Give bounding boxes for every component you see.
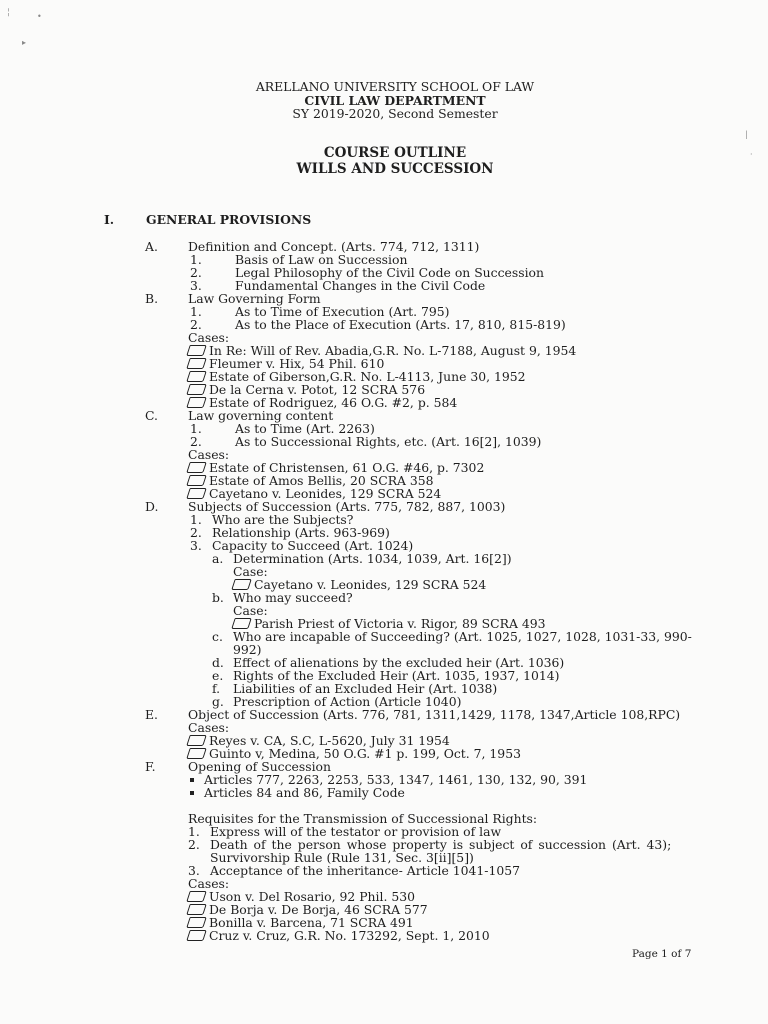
sub-item: Prescription of Action (Article 1040) — [233, 694, 462, 709]
list-item: Relationship (Arts. 963-969) — [212, 525, 390, 540]
section-title: GENERAL PROVISIONS — [146, 212, 312, 227]
list-number: 1. — [190, 421, 202, 436]
folder-icon — [186, 397, 207, 408]
bullet-item — [190, 786, 405, 799]
page-number: Page 1 of 7 — [632, 948, 692, 960]
item-title: Object of Succession (Arts. 776, 781, 1311,1429, 1178, 1347,Article 108,RPC) — [188, 707, 681, 722]
case-label: Case: — [233, 564, 268, 579]
item-letter: C. — [145, 408, 158, 423]
case-text: De la Cerna v. Potot, 12 SCRA 576 — [209, 382, 426, 397]
sub-letter: a. — [212, 551, 224, 566]
item-title: Opening of Succession — [188, 759, 332, 774]
list-number: 1. — [188, 824, 200, 839]
sub-letter: c. — [212, 629, 223, 644]
course-subject-title: WILLS AND SUCCESSION — [296, 161, 494, 177]
folder-icon — [186, 358, 207, 369]
list-item: As to Successional Rights, etc. (Art. 16[2], 1039) — [235, 434, 542, 449]
list-item: Express will of the testator or provision of law — [210, 824, 502, 839]
case-text: Estate of Christensen, 61 O.G. #46, p. 7302 — [209, 460, 485, 475]
folder-icon — [186, 488, 207, 499]
case-text: De Borja v. De Borja, 46 SCRA 577 — [209, 902, 428, 917]
case-text: Cayetano v. Leonides, 129 SCRA 524 — [254, 577, 487, 592]
scan-speck: • — [37, 12, 42, 21]
list-number: 1. — [190, 512, 202, 527]
cases-label: Cases: — [188, 876, 230, 891]
case-text: Cruz v. Cruz, G.R. No. 173292, Sept. 1, 2010 — [209, 928, 490, 943]
requisites-title: Requisites for the Transmission of Successional Rights: — [188, 811, 538, 826]
folder-icon — [231, 618, 252, 629]
scan-speck: | — [745, 130, 748, 139]
case-text: Estate of Rodriguez, 46 O.G. #2, p. 584 — [209, 395, 458, 410]
scan-speck: · — [750, 150, 753, 159]
case-text: Estate of Amos Bellis, 20 SCRA 358 — [209, 473, 434, 488]
folder-icon — [186, 891, 207, 902]
list-number: 2. — [190, 434, 202, 449]
department-name: CIVIL LAW DEPARTMENT — [304, 93, 486, 108]
case-text: Reyes v. CA, S.C, L-5620, July 31 1954 — [209, 733, 450, 748]
sub-letter: e. — [212, 668, 224, 683]
item-title: Law governing content — [188, 408, 334, 423]
item-letter: B. — [145, 291, 159, 306]
case-text: Estate of Giberson,G.R. No. L-4113, June 30, 1952 — [209, 369, 526, 384]
folder-icon — [186, 384, 207, 395]
sub-item: Rights of the Excluded Heir (Art. 1035, 1937, 1014) — [233, 668, 560, 683]
cases-label: Cases: — [188, 330, 230, 345]
list-item-continued: Survivorship Rule (Rule 131, Sec. 3[ii][5]) — [210, 850, 474, 865]
list-number: 2. — [190, 317, 202, 332]
folder-icon — [186, 930, 207, 941]
list-number: 1. — [190, 304, 202, 319]
sub-item: Determination (Arts. 1034, 1039, Art. 16[2]) — [233, 551, 512, 566]
folder-icon — [186, 917, 207, 928]
case-text: In Re: Will of Rev. Abadia,G.R. No. L-7188, August 9, 1954 — [209, 343, 577, 358]
list-number: 2. — [188, 837, 200, 852]
list-item: As to Time of Execution (Art. 795) — [235, 304, 450, 319]
list-item: Fundamental Changes in the Civil Code — [235, 278, 486, 293]
bullet-text: Articles 84 and 86, Family Code — [204, 785, 405, 800]
list-number: 2. — [190, 525, 202, 540]
list-item: As to the Place of Execution (Arts. 17, 810, 815-819) — [235, 317, 566, 332]
folder-icon — [186, 475, 207, 486]
sub-item: Who are incapable of Succeeding? (Art. 1025, 1027, 1028, 1031-33, 990- — [233, 629, 692, 644]
case-text: Parish Priest of Victoria v. Rigor, 89 SCRA 493 — [254, 616, 546, 631]
bullet-icon — [190, 791, 194, 795]
sub-item: Who may succeed? — [233, 590, 353, 605]
item-letter: D. — [145, 499, 159, 514]
list-item: Legal Philosophy of the Civil Code on Succession — [235, 265, 544, 280]
list-number: 3. — [190, 278, 202, 293]
folder-icon — [186, 748, 207, 759]
scan-speck: ╎ — [6, 8, 11, 17]
item-title: Definition and Concept. (Arts. 774, 712, 1311) — [188, 239, 480, 254]
list-number: 1. — [190, 252, 202, 267]
sub-item: Effect of alienations by the excluded heir (Art. 1036) — [233, 655, 565, 670]
list-item: As to Time (Art. 2263) — [235, 421, 375, 436]
list-item: Who are the Subjects? — [212, 512, 354, 527]
case-text: Fleumer v. Hix, 54 Phil. 610 — [209, 356, 385, 371]
section-number: I. — [104, 212, 115, 227]
school-name: ARELLANO UNIVERSITY SCHOOL OF LAW — [255, 79, 535, 94]
list-item: Death of the person whose property is subject of succession (Art. 43); — [210, 837, 672, 852]
list-number: 3. — [190, 538, 202, 553]
folder-icon — [186, 345, 207, 356]
case-text: Guinto v, Medina, 50 O.G. #1 p. 199, Oct. 7, 1953 — [209, 746, 521, 761]
case-text: Uson v. Del Rosario, 92 Phil. 530 — [209, 889, 415, 904]
cases-label: Cases: — [188, 447, 230, 462]
sub-letter: g. — [212, 694, 224, 709]
item-letter: F. — [145, 759, 156, 774]
sub-letter: b. — [212, 590, 224, 605]
sub-letter: f. — [212, 681, 221, 696]
cases-label: Cases: — [188, 720, 230, 735]
list-item: Capacity to Succeed (Art. 1024) — [212, 538, 414, 553]
sub-item: Liabilities of an Excluded Heir (Art. 1038) — [233, 681, 498, 696]
folder-icon — [186, 904, 207, 915]
case-entry — [188, 929, 490, 942]
sub-letter: d. — [212, 655, 224, 670]
folder-icon — [186, 462, 207, 473]
scan-speck: ▸ — [22, 38, 27, 47]
list-number: 3. — [188, 863, 200, 878]
case-label: Case: — [233, 603, 268, 618]
case-text: Bonilla v. Barcena, 71 SCRA 491 — [209, 915, 414, 930]
folder-icon — [231, 579, 252, 590]
item-letter: E. — [145, 707, 158, 722]
bullet-icon — [190, 778, 194, 782]
folder-icon — [186, 735, 207, 746]
item-title: Subjects of Succession (Arts. 775, 782, 887, 1003) — [188, 499, 506, 514]
list-number: 2. — [190, 265, 202, 280]
course-outline-title: COURSE OUTLINE — [323, 145, 467, 161]
semester: SY 2019-2020, Second Semester — [292, 106, 498, 121]
folder-icon — [186, 371, 207, 382]
sub-item-continued: 992) — [233, 642, 262, 657]
list-item: Basis of Law on Succession — [235, 252, 408, 267]
item-title: Law Governing Form — [188, 291, 321, 306]
list-item: Acceptance of the inheritance- Article 1041-1057 — [210, 863, 520, 878]
case-text: Cayetano v. Leonides, 129 SCRA 524 — [209, 486, 442, 501]
item-letter: A. — [145, 239, 158, 254]
bullet-text: Articles 777, 2263, 2253, 533, 1347, 1461, 130, 132, 90, 391 — [204, 772, 588, 787]
